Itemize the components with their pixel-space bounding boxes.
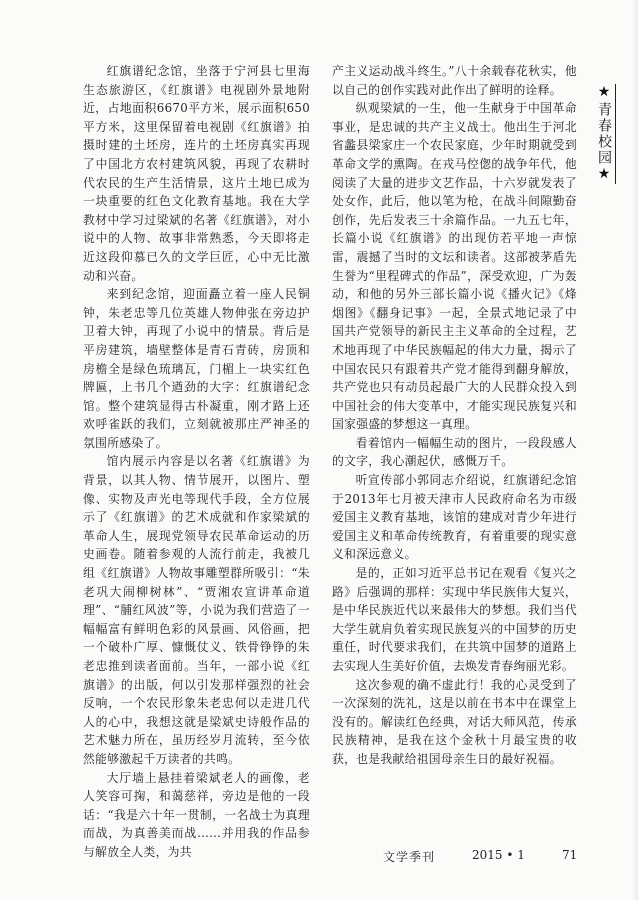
right-column: [332, 62, 577, 769]
left-column: [83, 62, 310, 862]
paragraph: 红旗谱纪念馆，坐落于宁河县七里海生态旅游区，《红旗谱》电视剧外景地附近，占地面积6670平方米，展示面积650平方米，这里保留着电视剧《红旗谱》拍摄时建的土坯房，连片的土坯房真实再现了中国北方农村建筑风貌，再现了农耕时代农民的生产生活情景，这片土地已成为一块重要的红色文化教育基地。我在大学教材中学习过梁斌的名著《红旗谱》，对小说中的人物、故事非常熟悉，今天即将走近这段仰慕已久的文学巨匠，心中无比激动和兴奋。: [83, 64, 310, 283]
paragraph: 这次参观的确不虚此行！我的心灵受到了一次深刻的洗礼，这是以前在书本中在课堂上没有的。解读红色经典，对话大师风范，传承民族精神，是我在这个金秋十月最宝贵的收获，也是我献给祖国母亲生日的最好祝福。: [332, 677, 577, 766]
page-number: 71: [562, 848, 578, 862]
page-footer: [0, 848, 638, 870]
paragraph-continued: 产主义运动战斗终生。”八十余载春花秋实，他以自己的创作实践对此作出了鲜明的诠释。: [332, 64, 577, 97]
paragraph: 纵观梁斌的一生，他一生献身于中国革命事业，是忠诚的共产主义战士。他出生于河北省蠡县梁家庄一个农民家庭，少年时期就受到革命文学的熏陶。在戎马倥偬的战争年代，他阅读了大量的进步文艺作品，十六岁就发表了处女作，此后，他以笔为枪，在战斗间隙勤奋创作，先后发表三十余篇作品。一九五七年，长篇小说《红旗谱》的出现仿若平地一声惊雷，震撼了当时的文坛和读者。这部被茅盾先生誉为“里程碑式的作品”，深受欢迎，广为轰动，和他的另外三部长篇小说《播火记》《烽烟图》《翻身记事》一起，全景式地记录了中国共产党领导的新民主主义革命的全过程，艺术地再现了中华民族幅起的伟大力量，揭示了中国农民只有跟着共产党才能得到翻身解放，共产党也只有动员起最广大的人民群众投入到中国社会的伟大变革中，才能实现民族复兴和国家强盛的梦想这一真理。: [332, 101, 577, 432]
paragraph: 来到纪念馆，迎面矗立着一座人民铜钟，朱老忠等几位英雄人物伸张在旁边护卫着大钟，再现了小说中的情景。背后是平房建筑，墙壁整体是青石青砖，房顶和房檐全是绿色琉璃瓦，门楣上一块实红色牌匾，上书几个遒劲的大字：红旗谱纪念馆。整个建筑显得古朴凝重，刚才路上还欢呼雀跃的我们，立刻就被那庄严神圣的氛围所感染了。: [83, 287, 310, 450]
paragraph: 大厅墙上悬挂着梁斌老人的画像，老人笑容可掬，和蔼慈祥，旁边是他的一段话：“我是六十年一贯制，一名战士为真理而战，为真善美而战……并用我的作品参与解放全人类，为共: [83, 770, 310, 859]
paragraph: 看着馆内一幅幅生动的图片，一段段感人的文字，我心潮起伏，感慨万千。: [332, 435, 577, 469]
paragraph: 是的，正如习近平总书记在观看《复兴之路》后强调的那样：实现中华民族伟大复兴，是中华民族近代以来最伟大的梦想。我们当代大学生就肩负着实现民族复兴的中国梦的历史重任，时代要求我们，在共筑中国梦的道路上去实现人生美好价值，去焕发青春绚丽光彩。: [332, 566, 577, 673]
paragraph: 听宣传部小郭同志介绍说，红旗谱纪念馆于2013年七月被天津市人民政府命名为市级爱国主义教育基地，该馆的建成对青少年进行爱国主义和革命传统教育，有着重要的现实意义和深远意义。: [332, 473, 577, 562]
journal-name: 文学季刊: [383, 850, 436, 864]
paragraph: 馆内展示内容是以名著《红旗谱》为背景，以其人物、情节展开，以图片、塑像、实物及声光电等现代手段，全方位展示了《红旗谱》的艺术成就和作家梁斌的革命人生，展现党领导农民革命运动的历史画卷。随着参观的人流行前走，我被几组《红旗谱》人物故事雕塑群所吸引：“朱老巩大闹柳树林”、“贾湘农宣讲革命道理”、“脯红风波”等，小说为我们营造了一幅幅富有鲜明色彩的风景画、风俗画，把一个破朴广厚、慷慨仗义、铁骨铮铮的朱老忠推到读者面前。当年，一部小说《红旗谱》的出版，何以引发那样强烈的社会反响，一个农民形象朱老忠何以走进几代人的心中，我想这就是梁斌史诗般作品的艺术魅力所在，虽历经岁月流转，至今依然能够激起千万读者的共鸣。: [83, 454, 310, 766]
section-label: ★青春校园★: [594, 84, 616, 184]
page-edge-shadow: [632, 0, 638, 900]
issue-number: 2015 • 1: [472, 848, 525, 862]
